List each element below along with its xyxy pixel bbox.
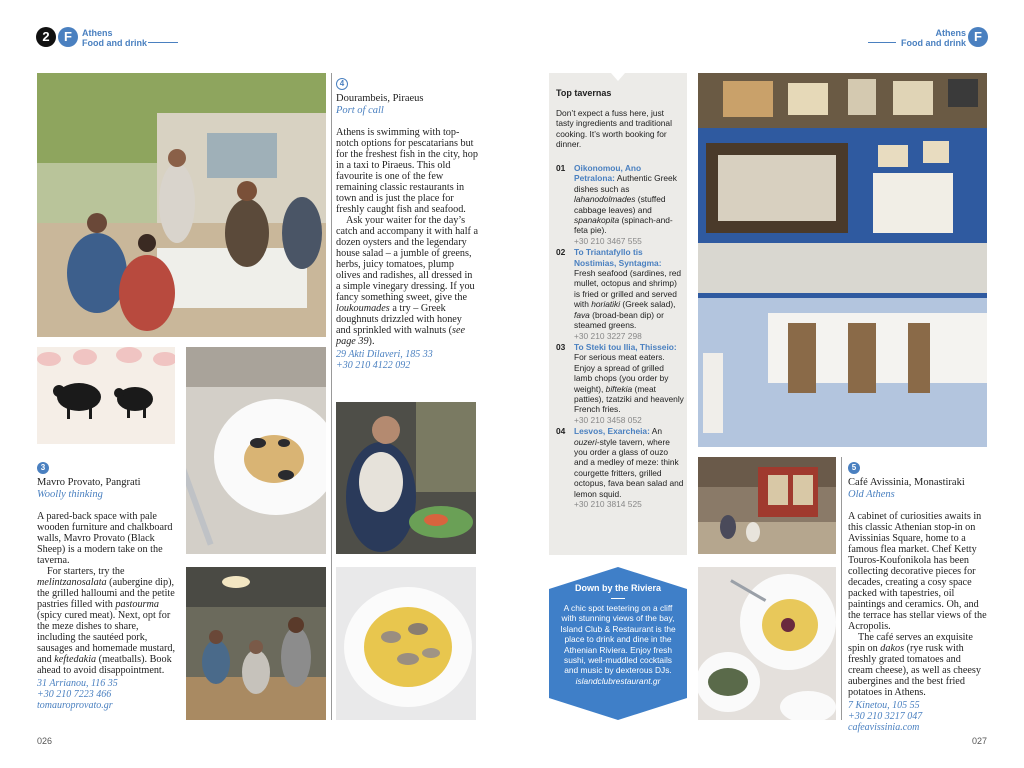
photo-pasta-with-mussels — [186, 347, 326, 554]
venue-cafe-avissinia — [848, 457, 988, 733]
venue-paragraph: Athens is swimming with top-notch options for pescatarians but for the freshest fish in the city, hop in a taxi to Piraeus. This old favourite is one of the few remaining classic restaurants in town and is just the place for freshly caught fish and seafood. — [336, 127, 478, 215]
photo-terrace-diners — [37, 73, 326, 337]
venue-phone: +30 210 7223 466 — [37, 689, 112, 700]
sidebar-list-item — [556, 342, 684, 425]
greek-term: lahanodolmades — [574, 194, 636, 205]
photo-cafe-terrace-square — [698, 457, 836, 554]
text-run: Fresh seafood (sardines, red mullet, octopus and shrimp) is fried or grilled and served with — [574, 268, 682, 310]
running-head-city-right: Athens — [935, 28, 966, 38]
venue-number-badge: 3 — [37, 462, 49, 474]
page-reference: see page 39 — [336, 325, 466, 347]
text-run: (spicy cured meat). Next, opt for the meze dishes to share, including the sautéed pork, sausages and homemade mustard, and — [37, 610, 176, 665]
taverna-name: Oikonomou, Ano Petralona: — [574, 163, 642, 184]
taverna-phone: +30 210 3227 298 — [574, 330, 642, 341]
photo-waiter-with-seafood — [336, 402, 476, 554]
running-head-rule-left — [148, 42, 178, 43]
text-run: Authentic Greek dishes such as — [574, 173, 677, 194]
venue-body — [848, 511, 988, 698]
sidebar-list — [556, 163, 684, 509]
venue-paragraph — [848, 632, 988, 698]
venue-address: 7 Kinetou, 105 55 — [848, 700, 920, 711]
photo-cafe-blue-interior — [698, 73, 987, 447]
venue-paragraph — [37, 566, 177, 676]
text-run: (rye rusk with freshly grated tomatoes and cream cheese), as well as cheesy aubergines and the best fried potatoes in Athens. — [848, 643, 981, 698]
callout-rule — [611, 598, 625, 599]
photo-dakos-dishes — [698, 567, 836, 720]
sidebar-intro: Don’t expect a fuss here, just tasty ingredients and traditional cooking. It’s worth booking for dinner. — [556, 108, 672, 150]
venue-number-badge: 5 — [848, 462, 860, 474]
greek-term: spanakopita — [574, 215, 620, 226]
list-number: 01 — [556, 163, 566, 173]
text-run: For serious meat eaters. Enjoy a spread of grilled lamb chops (you order by weight), — [574, 352, 669, 394]
text-run: a try – Greek doughnuts drizzled with honey and sprinkled with walnuts ( — [336, 303, 462, 336]
greek-term: horiatiki — [591, 299, 621, 310]
text-run: (broad-bean dip) or steamed greens. — [574, 309, 664, 331]
taverna-phone: +30 210 3814 525 — [574, 499, 642, 509]
venue-subtitle: Port of call — [336, 105, 384, 116]
venue-website-link[interactable]: cafeavissinia.com — [848, 722, 920, 733]
text-run: (aubergine dip), the grilled halloumi and the petite pastries filled with — [37, 577, 175, 610]
callout-down-by-the-riviera — [549, 567, 687, 720]
sidebar-top-tavernas — [549, 73, 687, 555]
sidebar-title: Top tavernas — [556, 88, 612, 98]
venue-title: Dourambeis, Piraeus — [336, 93, 424, 104]
venue-paragraph: A pared-back space with pale wooden furniture and chalkboard walls, Mavro Provato (Black Sheep) is a modern take on the taverna. — [37, 511, 173, 566]
text-run: (meatballs). Book ahead to avoid disappointment. — [37, 654, 172, 676]
greek-term: loukoumades — [336, 303, 390, 314]
venue-subtitle: Woolly thinking — [37, 489, 103, 500]
taverna-name: To Steki tou Ilia, Thisseio: — [574, 341, 677, 352]
text-run: (meat patties), tzatziki and heavenly French fries. — [574, 383, 684, 415]
callout-body: A chic spot teetering on a cliff with stunning views of the bay, Island Club & Restaurant is the place to drink and dine in the Athenian Riviera. Enjoy fresh sushi, well-muddled cocktails and music by dexterous DJs. — [560, 603, 676, 676]
taverna-phone: +30 210 3458 052 — [574, 414, 642, 425]
sidebar-list-item — [556, 426, 684, 509]
taverna-name: To Triantafyllo tis Nostimias, Syntagma: — [574, 247, 662, 268]
text-run: -style tavern, where you order a glass of ouzo and a medley of meze: think courgette fritters, grilled octopus, fava bean salad and lemon squid. — [574, 436, 684, 499]
running-head-section-left: Food and drink — [82, 38, 147, 48]
list-number: 04 — [556, 426, 566, 437]
venue-body — [336, 127, 478, 347]
venue-dourambeis — [336, 73, 478, 371]
venue-paragraph — [336, 215, 478, 347]
section-letter-badge-left: F — [58, 27, 78, 47]
text-run: The café serves an exquisite spin on — [848, 632, 973, 654]
photo-taverna-interior — [186, 567, 326, 720]
running-head-right — [901, 28, 966, 48]
venue-mavro-provato — [37, 457, 177, 711]
section-letter-badge-right: F — [968, 27, 988, 47]
text-run: (spinach-and-feta pie). — [574, 215, 673, 236]
venue-address: 31 Arrianou, 116 35 — [37, 678, 118, 689]
callout-title: Down by the Riviera — [574, 583, 662, 593]
greek-term: ouzeri — [574, 436, 597, 447]
sidebar-notch — [611, 73, 625, 81]
venue-subtitle: Old Athens — [848, 489, 895, 500]
text-run: (stuffed cabbage leaves) and — [574, 194, 666, 215]
venue-phone: +30 210 4122 092 — [336, 360, 411, 371]
callout-website-link[interactable]: islandclubrestaurant.gr — [575, 675, 661, 686]
text-run: For starters, try the — [47, 566, 125, 577]
list-number: 03 — [556, 341, 566, 352]
taverna-phone: +30 210 3467 555 — [574, 235, 642, 246]
text-run: ). — [368, 336, 375, 347]
photo-clams-dish — [336, 567, 476, 720]
sidebar-list-item — [556, 163, 684, 246]
greek-term: fava — [574, 309, 590, 320]
venue-number-badge: 4 — [336, 78, 348, 90]
text-run: Ask your waiter for the day’s catch and accompany it with half a dozen oysters and the legendary house salad – a jumble of greens, herbs, juicy tomatoes, plump olives and radishes, all dressed in a simple vinegary dressing. If you fancy something sweet, give the — [336, 215, 478, 303]
greek-term: biftekia — [605, 383, 633, 394]
text-run: An — [649, 426, 662, 437]
venue-title: Café Avissinia, Monastiraki — [848, 477, 965, 488]
column-rule — [841, 457, 842, 720]
greek-term: dakos — [880, 643, 905, 654]
venue-address: 29 Akti Dilaveri, 185 33 — [336, 349, 433, 360]
running-head-left — [82, 28, 147, 48]
chapter-number-badge: 2 — [36, 27, 56, 47]
list-number: 02 — [556, 247, 566, 258]
photo-black-sheep-illustration — [37, 347, 175, 444]
column-rule — [331, 73, 332, 720]
sidebar-list-item — [556, 247, 684, 341]
venue-website-link[interactable]: tomauroprovato.gr — [37, 700, 113, 711]
venue-phone: +30 210 3217 047 — [848, 711, 923, 722]
greek-term: pastourma — [115, 599, 159, 610]
running-head-section-right: Food and drink — [901, 38, 966, 48]
running-head-city-left: Athens — [82, 28, 113, 38]
page-number-left: 026 — [37, 736, 53, 746]
venue-paragraph: A cabinet of curiosities awaits in this classic Athenian stop-in on Avissinias Square, home to a famous flea market. Chef Ketty Touros-Koufonikola has been collecting decorative pieces for decades, creating a cosy space packed with tapestries, oil paintings and ceramics. Oh, and the terrace has stellar views of the Acropolis. — [848, 511, 987, 632]
venue-body — [37, 511, 177, 676]
page-number-right: 027 — [971, 736, 987, 746]
greek-term: melintzanosalata — [37, 577, 107, 588]
taverna-name: Lesvos, Exarcheia: — [574, 426, 650, 437]
running-head-rule-right — [868, 42, 896, 43]
greek-term: keftedakia — [54, 654, 97, 665]
venue-title: Mavro Provato, Pangrati — [37, 477, 141, 488]
text-run: (Greek salad), — [620, 299, 676, 310]
